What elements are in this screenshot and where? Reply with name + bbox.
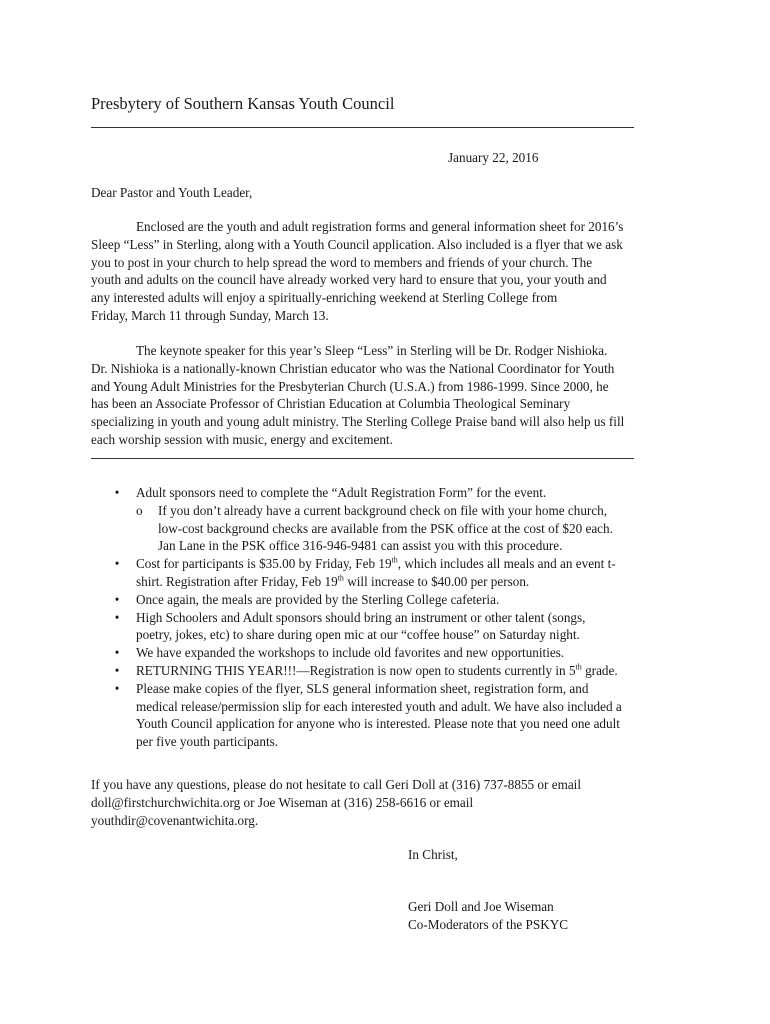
text-fragment: grade. bbox=[581, 662, 618, 678]
bullet-icon: • bbox=[114, 645, 120, 661]
salutation: Dear Pastor and Youth Leader, bbox=[91, 185, 253, 200]
paragraph-speaker bbox=[91, 342, 691, 449]
paragraph-line: doll@firstchurchwichita.org or Joe Wiseman at (316) 258-6616 or email bbox=[91, 794, 474, 810]
paragraph-line: The keynote speaker for this year’s Sleep “Less” in Sterling will be Dr. Rodger Nishioka. bbox=[136, 343, 608, 358]
paragraph-line: Enclosed are the youth and adult registration forms and general information sheet for 2016’s bbox=[136, 219, 624, 234]
signer-title: Co-Moderators of the PSKYC bbox=[408, 916, 569, 932]
header-rule bbox=[91, 127, 634, 128]
paragraph-line: you to post in your church to help spread the word to members and friends of your church. The bbox=[91, 254, 593, 270]
bullet-text: Adult sponsors need to complete the “Adult Registration Form” for the event. bbox=[136, 485, 547, 500]
bullet-icon: • bbox=[114, 556, 120, 572]
list-item bbox=[112, 484, 692, 555]
list-item bbox=[112, 644, 692, 662]
bullet-text: If you don’t already have a current background check on file with your home church, bbox=[158, 502, 608, 518]
info-bullet-list bbox=[112, 484, 692, 751]
paragraph-line: specializing in youth and young adult ministry. The Sterling College Praise band will also help us fill bbox=[91, 414, 625, 430]
contact-paragraph bbox=[91, 776, 691, 829]
bullet-text bbox=[136, 662, 692, 680]
bullet-icon: • bbox=[114, 485, 120, 500]
text-fragment: , which includes all meals and an event t- bbox=[397, 556, 616, 572]
list-item bbox=[112, 662, 692, 680]
bullet-text: low-cost background checks are available from the PSK office at the cost of $20 each. bbox=[158, 520, 613, 536]
paragraph-line: Friday, March 11 through Sunday, March 13. bbox=[91, 307, 329, 323]
paragraph-line: Dr. Nishioka is a nationally-known Christian educator who was the National Coordinator for Youth bbox=[91, 360, 615, 376]
paragraph-line: and Young Adult Ministries for the Presbyterian Church (U.S.A.) from 1986-1999. Since 2000, he bbox=[91, 378, 609, 394]
list-item bbox=[112, 591, 692, 609]
sub-list-item bbox=[136, 502, 692, 555]
superscript: th bbox=[391, 555, 398, 565]
text-fragment: will increase to $40.00 per person. bbox=[343, 573, 530, 589]
letter-date: January 22, 2016 bbox=[448, 150, 539, 165]
paragraph-intro bbox=[91, 218, 691, 325]
text-fragment: Cost for participants is $35.00 by Friday, Feb 19 bbox=[136, 556, 392, 572]
list-item bbox=[112, 680, 692, 751]
bullet-icon: • bbox=[114, 609, 120, 625]
bullet-text: Once again, the meals are provided by the Sterling College cafeteria. bbox=[136, 591, 500, 607]
bullet-text: per five youth participants. bbox=[136, 734, 279, 750]
bullet-text bbox=[136, 573, 692, 591]
paragraph-line: Sleep “Less” in Sterling, along with a Youth Council application. Also included is a flyer that we ask bbox=[91, 236, 623, 252]
bullet-text: medical release/permission slip for each interested youth and adult. We have also included a bbox=[136, 698, 622, 714]
paragraph-line: has been an Associate Professor of Christian Education at Columbia Theological Seminary bbox=[91, 396, 571, 412]
bullet-icon: • bbox=[114, 591, 120, 607]
bullet-text bbox=[136, 555, 692, 573]
paragraph-line: If you have any questions, please do not hesitate to call Geri Doll at (316) 737-8855 or email bbox=[91, 777, 582, 792]
paragraph-line: youth and adults on the council have already worked very hard to ensure that you, your youth and bbox=[91, 272, 607, 288]
bullet-icon: • bbox=[114, 680, 120, 696]
bullet-text: Please make copies of the flyer, SLS general information sheet, registration form, and bbox=[136, 680, 589, 696]
paragraph-line: each worship session with music, energy and excitement. bbox=[91, 431, 393, 447]
bullet-icon: • bbox=[114, 662, 120, 678]
sub-bullet-icon: o bbox=[136, 502, 143, 518]
paragraph-line: any interested adults will enjoy a spiritually-enriching weekend at Sterling College from bbox=[91, 290, 558, 306]
superscript: th bbox=[337, 573, 344, 583]
signer-names: Geri Doll and Joe Wiseman bbox=[408, 899, 554, 914]
sign-off: In Christ, bbox=[408, 847, 458, 862]
section-rule bbox=[91, 458, 634, 459]
superscript: th bbox=[575, 662, 582, 672]
list-item bbox=[112, 555, 692, 591]
paragraph-line: youthdir@covenantwichita.org. bbox=[91, 812, 259, 828]
bullet-text: High Schoolers and Adult sponsors should bring an instrument or other talent (songs, bbox=[136, 609, 586, 625]
text-fragment: RETURNING THIS YEAR!!!—Registration is now open to students currently in 5 bbox=[136, 662, 576, 678]
bullet-text: poetry, jokes, etc) to share during open mic at our “coffee house” on Saturday night. bbox=[136, 627, 580, 643]
bullet-text: Jan Lane in the PSK office 316-946-9481 can assist you with this procedure. bbox=[158, 538, 563, 554]
signature-block bbox=[408, 898, 568, 934]
bullet-text: We have expanded the workshops to include old favorites and new opportunities. bbox=[136, 645, 565, 661]
text-fragment: shirt. Registration after Friday, Feb 19 bbox=[136, 573, 338, 589]
list-item bbox=[112, 609, 692, 645]
bullet-text: Youth Council application for anyone who is interested. Please note that you need one adult bbox=[136, 716, 620, 732]
org-title: Presbytery of Southern Kansas Youth Council bbox=[91, 94, 395, 113]
